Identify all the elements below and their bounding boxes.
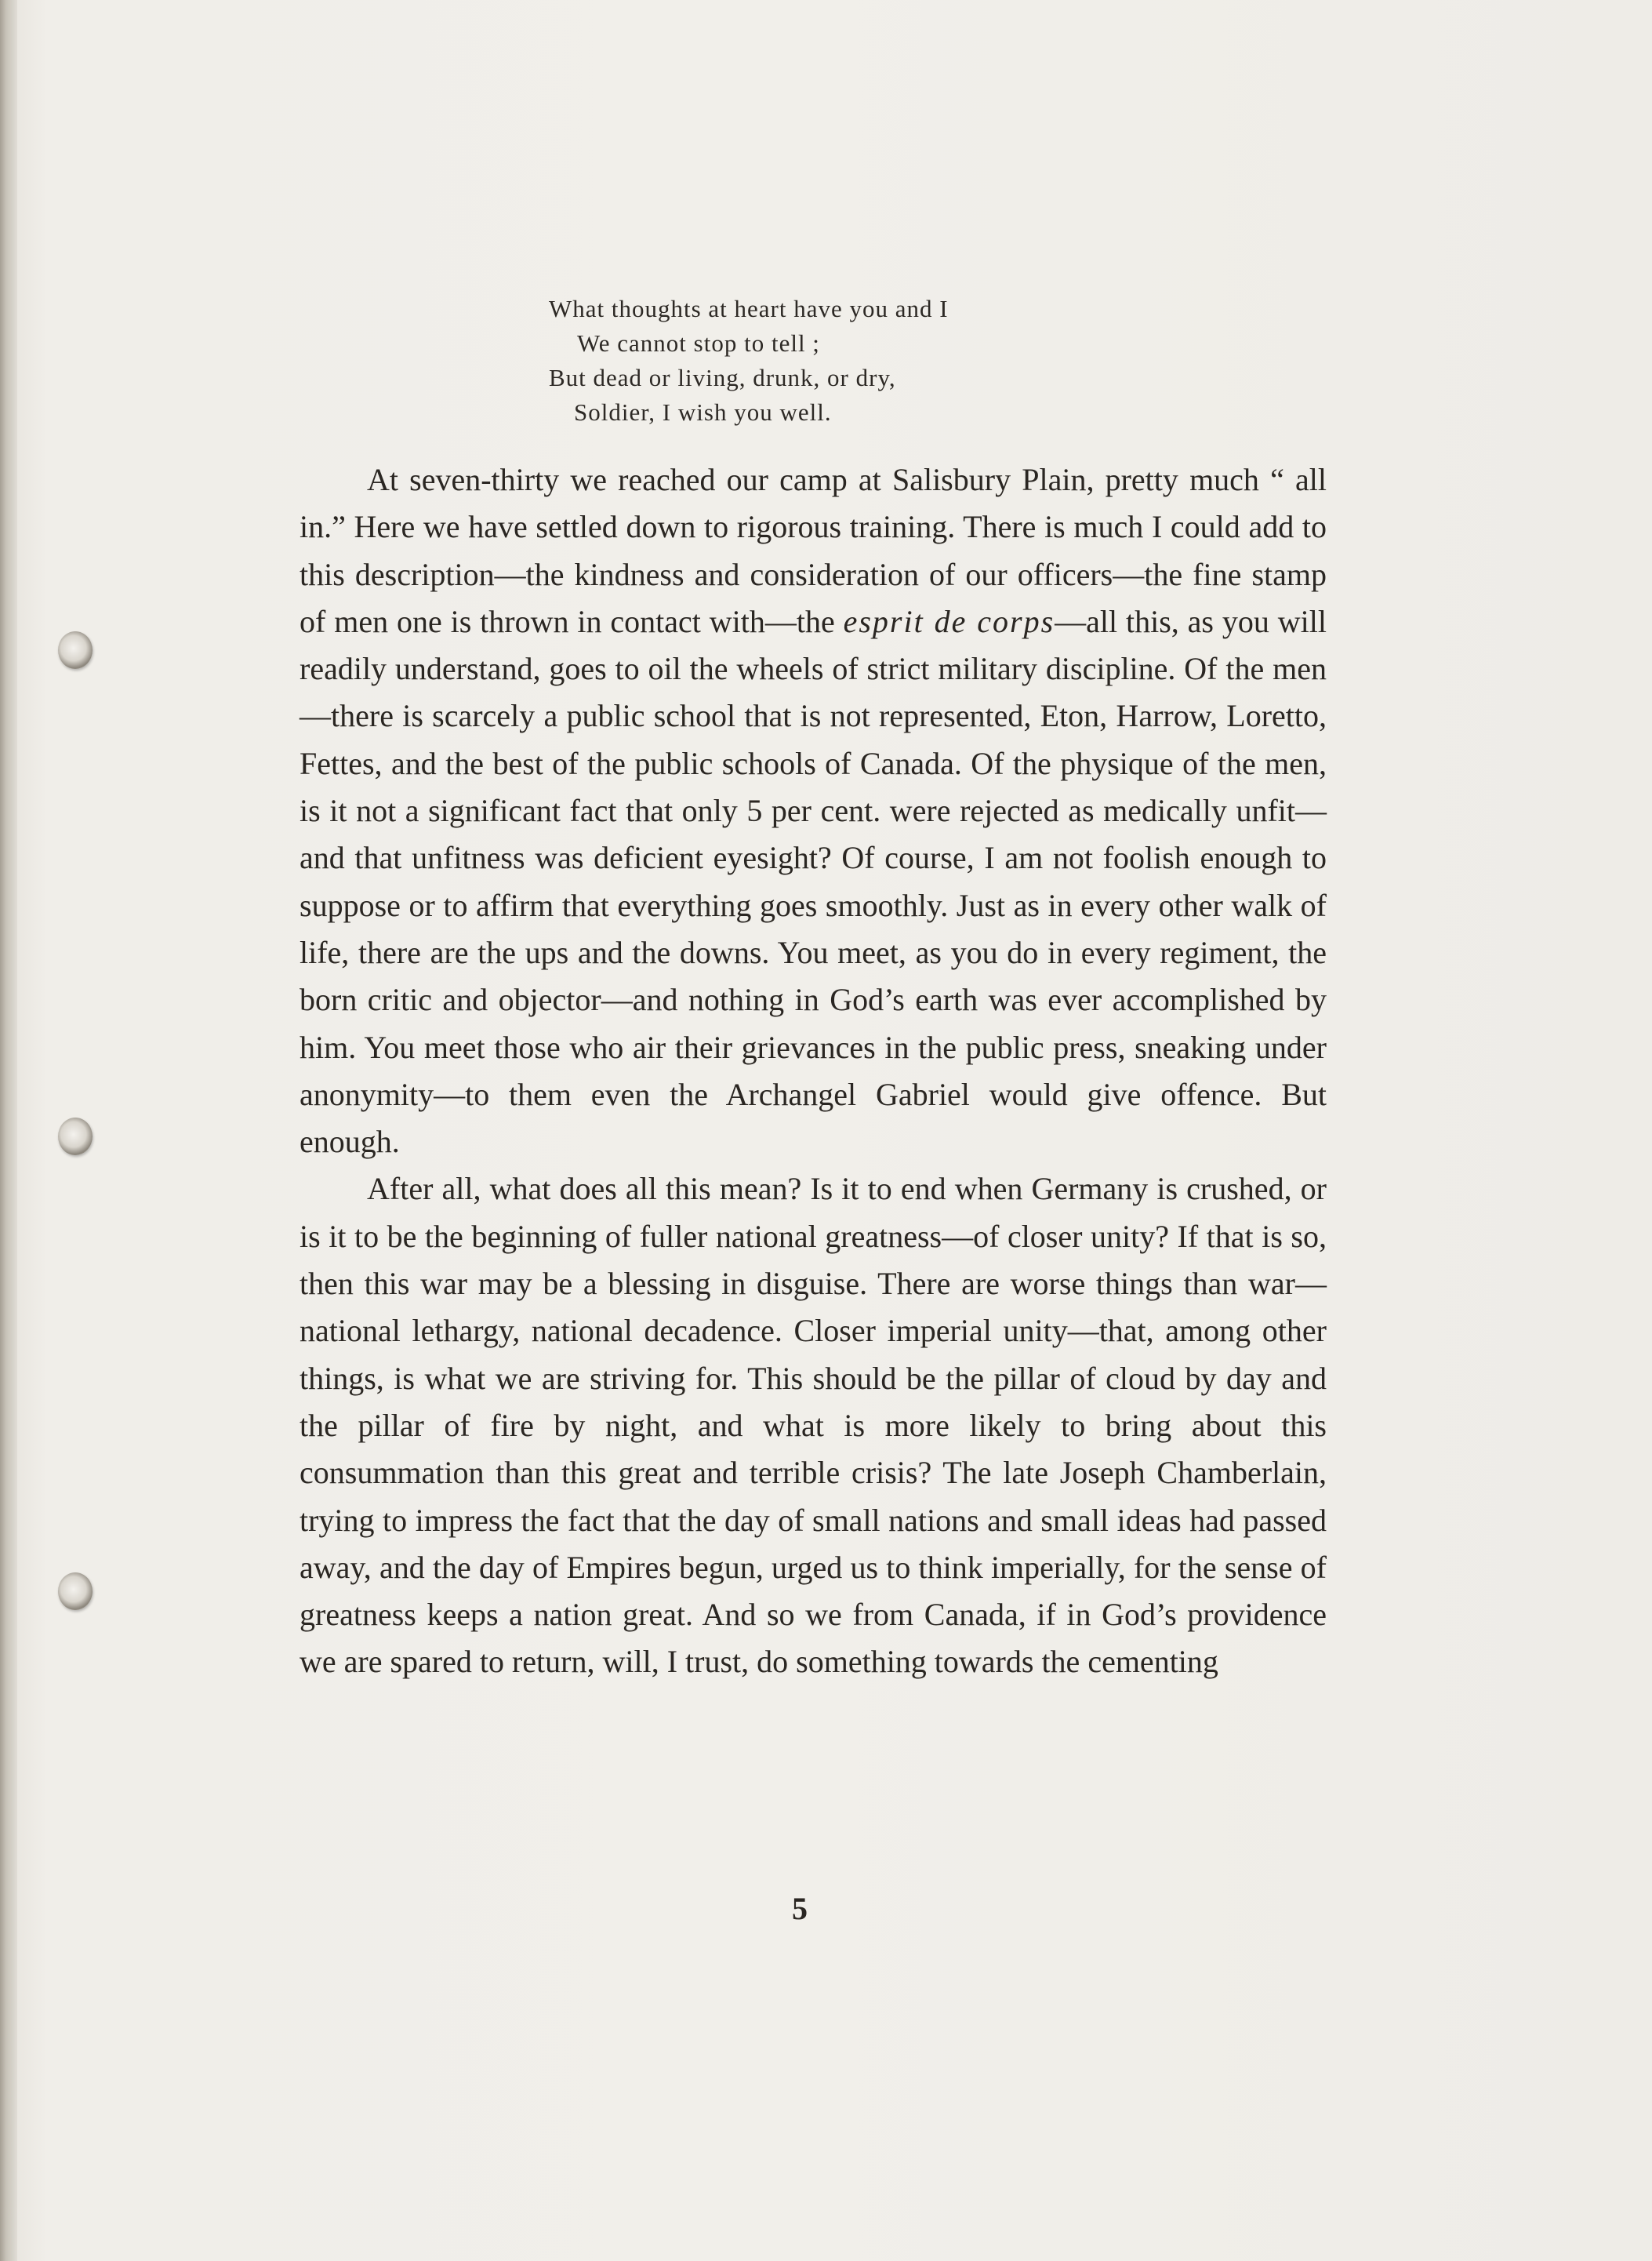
binding-edge xyxy=(0,0,17,2261)
punch-hole-middle xyxy=(58,1118,93,1155)
poem-line-4: Soldier, I wish you well. xyxy=(574,398,832,426)
epigraph-poem xyxy=(549,292,1098,430)
punch-hole-bottom xyxy=(58,1572,93,1610)
paragraph-1-italic-phrase: esprit de corps xyxy=(843,603,1055,639)
paragraph-2: After all, what does all this mean? Is it to end when Germany is crushed, or is it to be the beginning of fuller national greatness—of closer unity? If that is so, then this war may be a blessing in disguise. There are worse things than war—national lethargy, national decadence. Closer imperial unity—that, among other things, is what we are striving for. This should be the pillar of cloud by day and the pillar of fire by night, and what is more likely to bring about this consummation than this great and terrible crisis? The late Joseph Chamberlain, trying to impress the fact that the day of small nations and small ideas had passed away, and the day of Empires begun, urged us to think imperially, for the sense of greatness keeps a nation great. And so we from Canada, if in God’s providence we are spared to return, will, I trust, do something towards the cementing xyxy=(300,1171,1327,1680)
paragraph-1 xyxy=(300,456,1327,1165)
body-text xyxy=(300,456,1327,1686)
paragraph-1-start: At seven-thirty we reached our camp at Salisbury Plain, pretty much “ all in.” Here we have settled down to rigorous training. There is much I could add to this description—the kindness and consideration of our officers—the fine stamp of men one is thrown in contact with—the xyxy=(300,462,1327,639)
paragraph-1-end: —all this, as you will readily understand, goes to oil the wheels of strict military discipline. Of the men—there is scarcely a public school that is not represented, Eton, Harrow, Loretto, Fettes, and the best of the public schools of Canada. Of the physique of the men, is it not a significant fact that only 5 per cent. were rejected as medically unfit—and that unfitness was deficient eyesight? Of course, I am not foolish enough to suppose or to affirm that everything goes smoothly. Just as in every other walk of life, there are the ups and the downs. You meet, as you do in every regiment, the born critic and objector—and nothing in God’s earth was ever accomplished by him. You meet those who air their grievances in the public press, sneaking under anonymity—to them even the Archangel Gabriel would give offence. But enough. xyxy=(300,603,1327,1160)
poem-line-3: But dead or living, drunk, or dry, xyxy=(549,364,896,391)
poem-line-1: What thoughts at heart have you and I xyxy=(549,295,949,322)
poem-line-2: We cannot stop to tell ; xyxy=(577,329,820,357)
punch-hole-top xyxy=(58,631,93,669)
page-number: 5 xyxy=(792,1891,808,1926)
